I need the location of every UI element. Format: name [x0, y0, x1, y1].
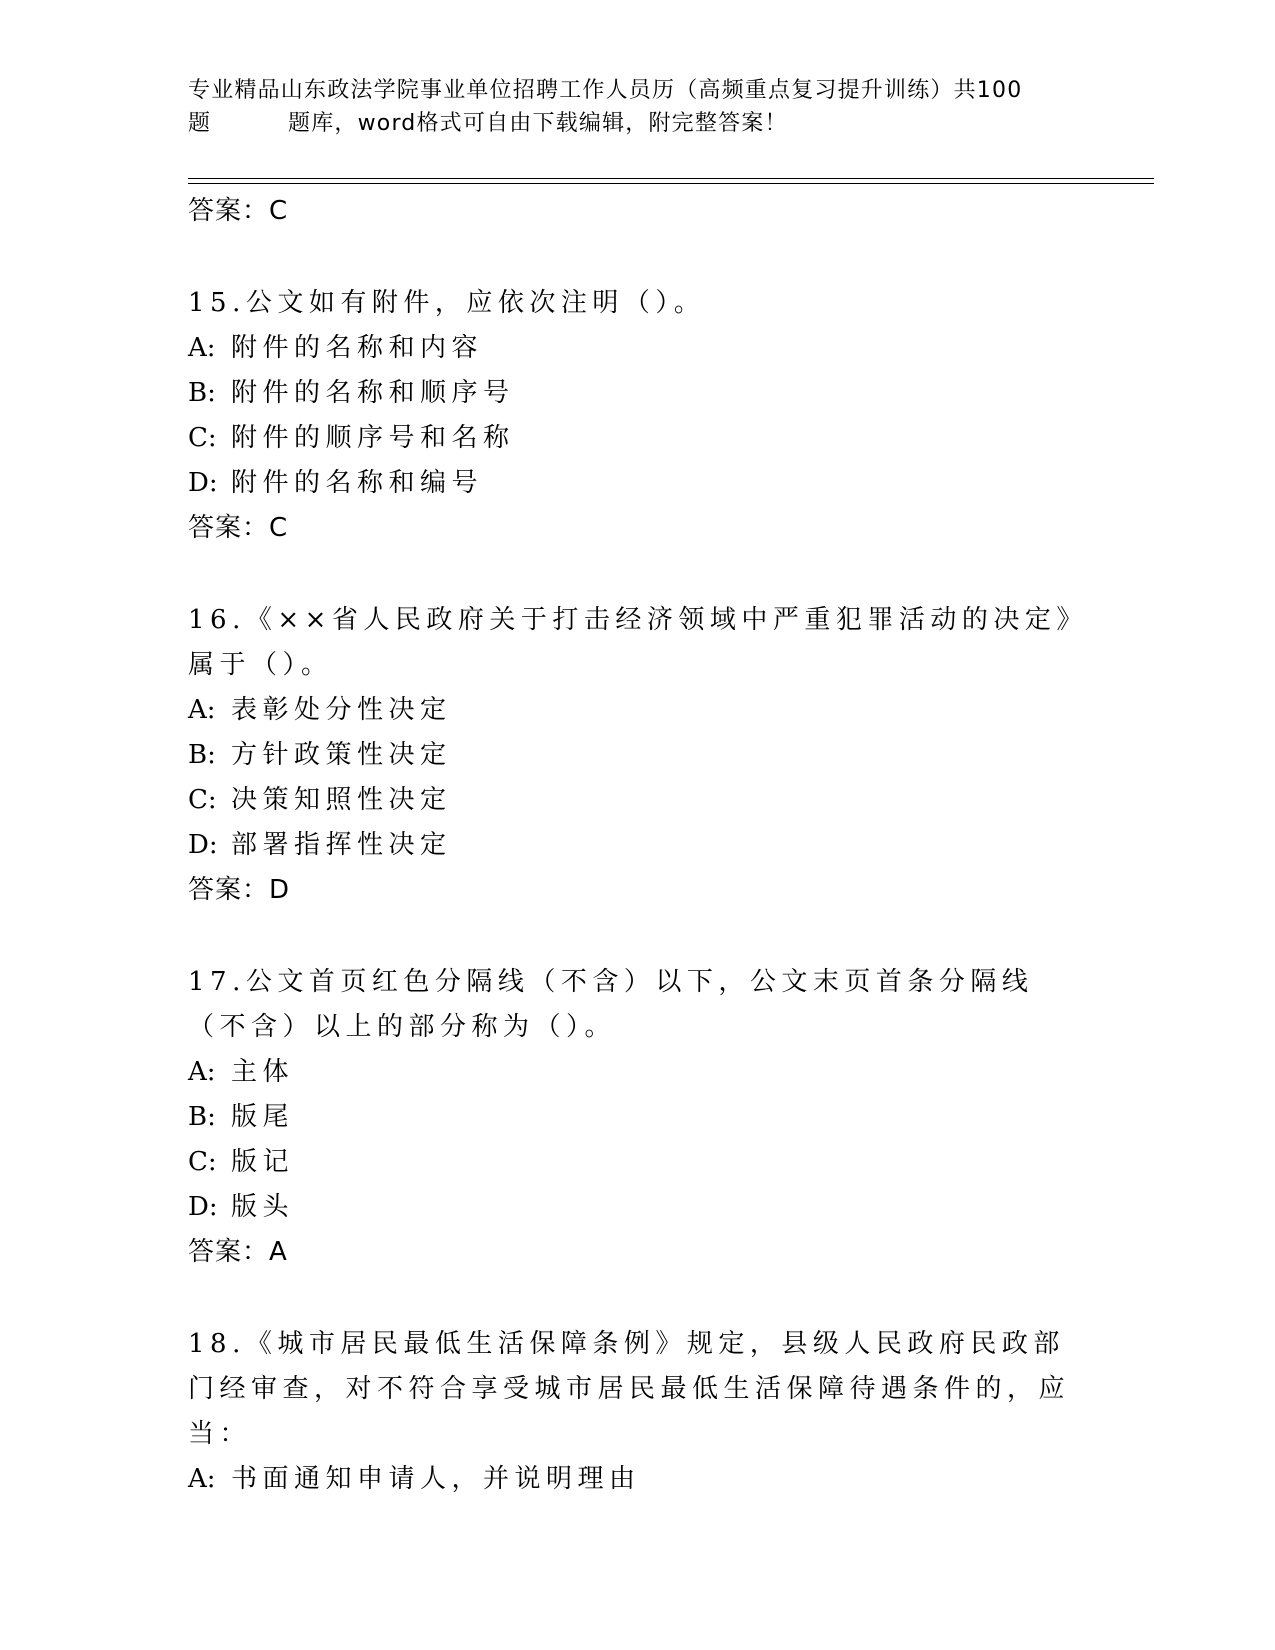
- option-text: 版头: [231, 1192, 295, 1222]
- option-letter: D:: [188, 1192, 218, 1222]
- option-letter: C:: [188, 785, 217, 815]
- option-a: [188, 326, 1088, 371]
- header-title-line-1: 专业精品山东政法学院事业单位招聘工作人员历（高频重点复习提升训练）共100: [188, 78, 1023, 103]
- option-text: 部署指挥性决定: [231, 830, 452, 860]
- option-letter: B:: [188, 740, 216, 770]
- option-c: [188, 1140, 1088, 1185]
- option-a: [188, 1457, 1088, 1502]
- option-text: 版尾: [231, 1102, 295, 1132]
- question-list: [188, 189, 1088, 1502]
- answer: 答案：C: [188, 513, 289, 543]
- option-letter: B:: [188, 378, 216, 408]
- option-letter: A:: [188, 1464, 216, 1494]
- option-c: [188, 416, 1088, 461]
- option-letter: D:: [188, 830, 218, 860]
- option-a: [188, 688, 1088, 733]
- option-b: [188, 371, 1088, 416]
- option-letter: A:: [188, 1057, 216, 1087]
- previous-answer: 答案：C: [188, 196, 289, 226]
- question-text: 16.《××省人民政府关于打击经济领域中严重犯罪活动的决定》属于（）。: [188, 605, 1088, 680]
- header-title-line-2-lead: 题: [188, 111, 212, 136]
- answer: 答案：A: [188, 1237, 288, 1267]
- option-letter: A:: [188, 695, 216, 725]
- question-17: [188, 960, 1088, 1275]
- option-text: 表彰处分性决定: [231, 695, 452, 725]
- option-b: [188, 733, 1088, 778]
- header-title-line-2-rest: 题库，word格式可自由下载编辑，附完整答案！: [288, 111, 788, 136]
- option-text: 主体: [231, 1057, 295, 1087]
- option-text: 附件的名称和编号: [231, 468, 484, 498]
- option-text: 版记: [231, 1147, 295, 1177]
- option-b: [188, 1095, 1088, 1140]
- option-letter: B:: [188, 1102, 216, 1132]
- option-d: [188, 461, 1088, 506]
- option-letter: A:: [188, 333, 216, 363]
- question-16: [188, 598, 1088, 913]
- option-text: 附件的名称和内容: [231, 333, 484, 363]
- option-text: 附件的名称和顺序号: [231, 378, 515, 408]
- question-text: 18.《城市居民最低生活保障条例》规定，县级人民政府民政部门经审查，对不符合享受城市居民最低生活保障待遇条件的，应当：: [188, 1329, 1071, 1449]
- option-text: 决策知照性决定: [231, 785, 452, 815]
- option-letter: D:: [188, 468, 218, 498]
- question-text: 15.公文如有附件，应依次注明（）。: [188, 288, 706, 318]
- option-d: [188, 823, 1088, 868]
- option-text: 书面通知申请人，并说明理由: [231, 1464, 641, 1494]
- answer: 答案：D: [188, 875, 291, 905]
- option-d: [188, 1185, 1088, 1230]
- question-15: [188, 281, 1088, 551]
- option-c: [188, 778, 1088, 823]
- header-title-line-2: [188, 107, 1088, 140]
- question-18: [188, 1322, 1088, 1502]
- option-letter: C:: [188, 423, 217, 453]
- header-rule-top: [188, 178, 1154, 179]
- page-header: [188, 74, 1088, 140]
- question-text: 17.公文首页红色分隔线（不含）以下，公文末页首条分隔线（不含）以上的部分称为（）。: [188, 967, 1034, 1042]
- header-rule-bottom: [188, 183, 1154, 184]
- option-a: [188, 1050, 1088, 1095]
- option-letter: C:: [188, 1147, 217, 1177]
- option-text: 方针政策性决定: [231, 740, 452, 770]
- option-text: 附件的顺序号和名称: [231, 423, 515, 453]
